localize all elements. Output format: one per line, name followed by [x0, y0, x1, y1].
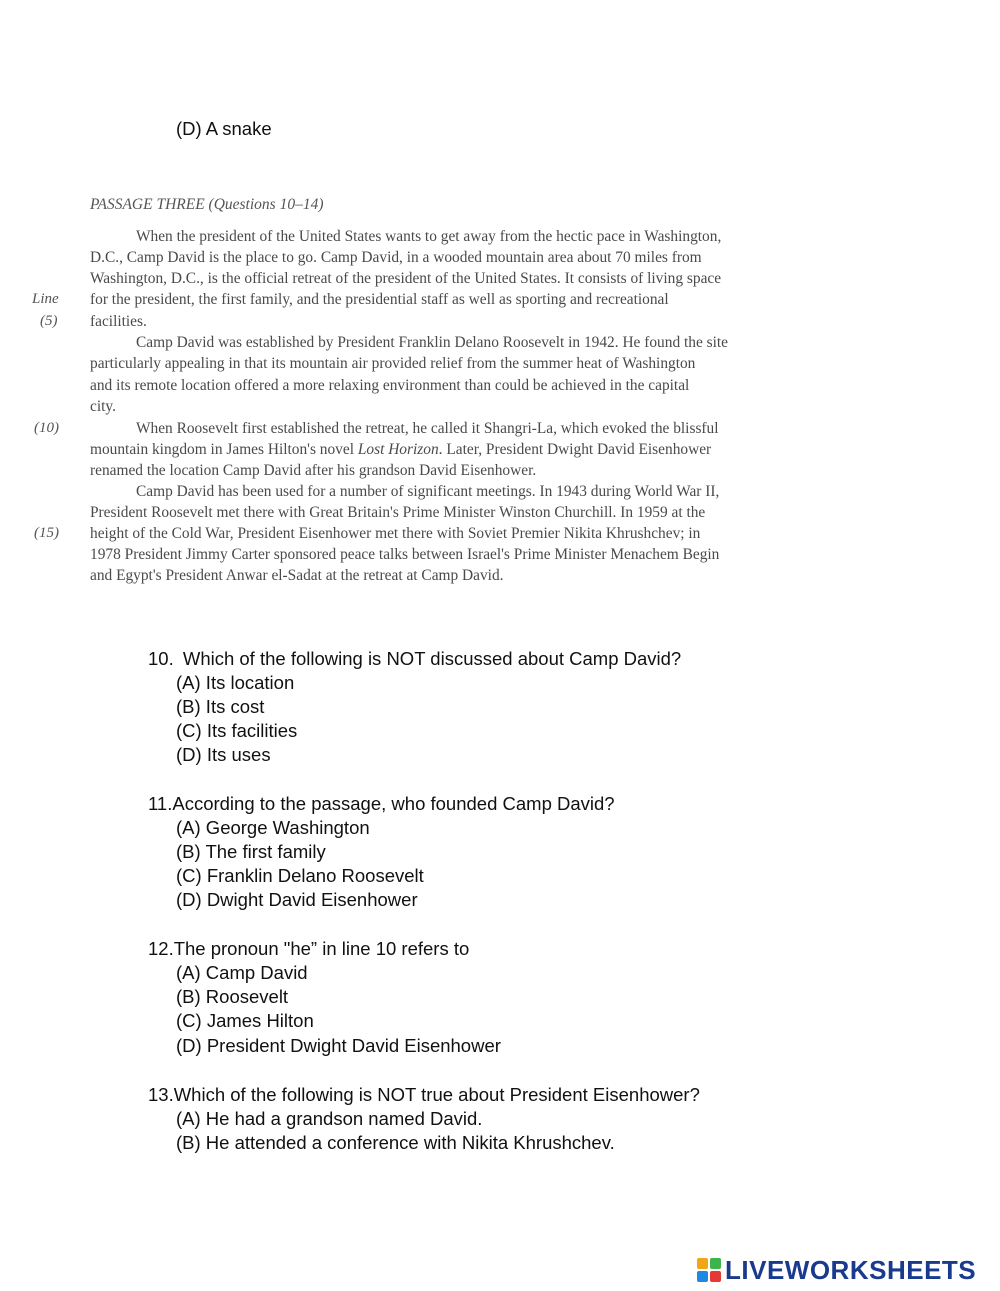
passage-line: 1978 President Jimmy Carter sponsored peace talks between Israel's Prime Minister Menachem Begin	[90, 546, 720, 563]
passage-line: President Roosevelt met there with Great Britain's Prime Minister Winston Churchill. In 1959 at the	[90, 504, 706, 521]
logo-square	[697, 1258, 708, 1269]
answer-option[interactable]: (D) President Dwight David Eisenhower	[176, 1035, 501, 1056]
answer-option[interactable]: (A) He had a grandson named David.	[176, 1108, 483, 1129]
answer-option[interactable]: (C) Franklin Delano Roosevelt	[176, 865, 424, 886]
answer-option[interactable]: (D) Dwight David Eisenhower	[176, 889, 418, 910]
passage-line: Camp David has been used for a number of significant meetings. In 1943 during World War II,	[136, 483, 720, 500]
passage-line: Washington, D.C., is the official retreat of the president of the United States. It consists of living space	[90, 270, 722, 287]
answer-option[interactable]: (D) Its uses	[176, 744, 271, 765]
passage-line: height of the Cold War, President Eisenhower met there with Soviet Premier Nikita Khrushchev; in	[90, 525, 701, 542]
logo-text: LIVEWORKSHEETS	[725, 1254, 977, 1285]
line-marker: (5)	[40, 313, 58, 329]
answer-option[interactable]: (B) The first family	[176, 841, 326, 862]
question-13	[148, 1084, 700, 1106]
question-text: Which of the following is NOT true about President Eisenhower?	[173, 1084, 700, 1105]
question-number: 10.	[148, 648, 174, 669]
passage-line: renamed the location Camp David after his grandson David Eisenhower.	[90, 462, 537, 479]
passage-line: When Roosevelt first established the retreat, he called it Shangri-La, which evoked the blissful	[136, 420, 719, 437]
passage-line: particularly appealing in that its mountain air provided relief from the summer heat of Washington	[90, 355, 696, 372]
question-number: 13.	[148, 1084, 174, 1105]
question-10	[148, 648, 681, 670]
passage-line: mountain kingdom in James Hilton's novel Lost Horizon. Later, President Dwight David Eisenhower	[90, 441, 712, 458]
answer-option[interactable]: (B) Roosevelt	[176, 986, 289, 1007]
passage-line: When the president of the United States wants to get away from the hectic pace in Washington,	[136, 228, 722, 245]
question-text: According to the passage, who founded Camp David?	[172, 793, 615, 814]
answer-option[interactable]: (C) James Hilton	[176, 1010, 314, 1031]
logo-square	[710, 1258, 721, 1269]
answer-option[interactable]: (B) He attended a conference with Nikita Khrushchev.	[176, 1132, 615, 1153]
logo-square	[697, 1271, 708, 1282]
passage-line: facilities.	[90, 313, 147, 330]
liveworksheets-logo	[697, 1254, 976, 1286]
line-marker: (10)	[34, 420, 59, 436]
passage-line: and Egypt's President Anwar el-Sadat at the retreat at Camp David.	[90, 567, 504, 584]
answer-option[interactable]: (A) Camp David	[176, 962, 308, 983]
logo-square	[710, 1271, 721, 1282]
passage-line: D.C., Camp David is the place to go. Camp David, in a wooded mountain area about 70 miles from	[90, 249, 702, 266]
question-text: Which of the following is NOT discussed about Camp David?	[182, 648, 682, 669]
passage-line: Camp David was established by President Franklin Delano Roosevelt in 1942. He found the site	[136, 334, 729, 351]
answer-option[interactable]: (A) George Washington	[176, 817, 370, 838]
question-12	[148, 938, 469, 960]
passage-line: and its remote location offered a more relaxing environment than could be achieved in the capital	[90, 377, 690, 394]
line-marker: Line	[32, 291, 59, 307]
question-number: 11.	[148, 793, 173, 814]
passage-line: for the president, the first family, and the presidential staff as well as sporting and recreational	[90, 291, 669, 308]
answer-option[interactable]: (C) Its facilities	[176, 720, 298, 741]
line-marker: (15)	[34, 525, 59, 541]
question-text: The pronoun "he” in line 10 refers to	[173, 938, 470, 959]
passage-heading: PASSAGE THREE (Questions 10–14)	[90, 196, 324, 213]
question-11	[148, 793, 615, 815]
passage-line: city.	[90, 398, 116, 415]
previous-question-option: (D) A snake	[176, 118, 272, 139]
logo-mark-icon	[697, 1258, 721, 1282]
answer-option[interactable]: (A) Its location	[176, 672, 295, 693]
answer-option[interactable]: (B) Its cost	[176, 696, 265, 717]
question-number: 12.	[148, 938, 174, 959]
passage-image	[0, 192, 1000, 592]
